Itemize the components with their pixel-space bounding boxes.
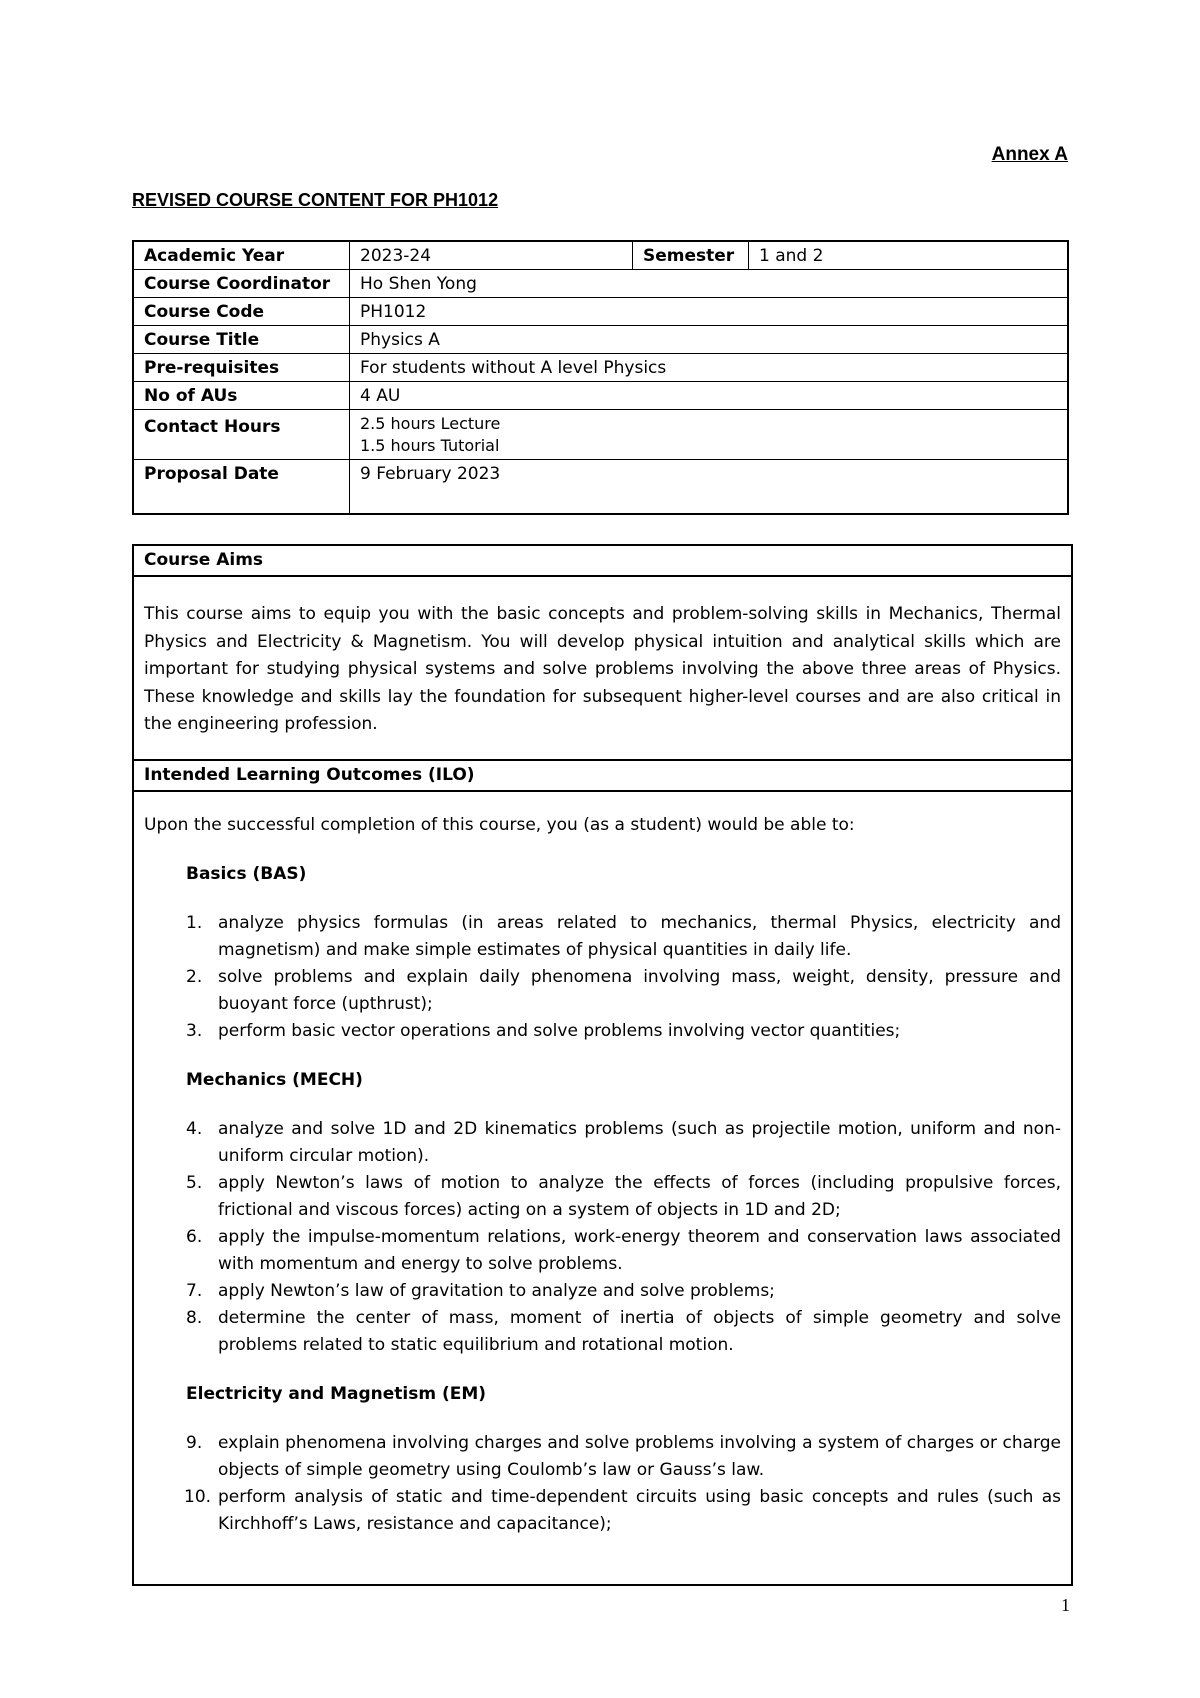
ilo-heading: Intended Learning Outcomes (ILO)	[134, 761, 1071, 792]
table-row	[133, 241, 1068, 270]
ilo-section-title: Mechanics (MECH)	[186, 1069, 363, 1090]
list-item	[144, 1116, 1061, 1170]
list-item	[144, 1278, 1061, 1305]
list-item	[144, 1018, 1061, 1045]
list-item	[144, 1430, 1061, 1484]
ilo-list	[144, 910, 1061, 1045]
item-number: 8.	[186, 1307, 203, 1328]
table-row	[133, 270, 1068, 298]
coordinator-label: Course Coordinator	[133, 270, 350, 298]
contact-hours-label: Contact Hours	[133, 410, 350, 460]
item-text: apply Newton’s law of gravitation to analyze and solve problems;	[218, 1280, 775, 1301]
annex-label: Annex A	[991, 144, 1068, 165]
table-row	[133, 460, 1068, 514]
item-text: solve problems and explain daily phenomena involving mass, weight, density, pressure and buoyant force (upthrust);	[218, 966, 1061, 1014]
ilo-section-title: Basics (BAS)	[186, 863, 307, 884]
item-text: analyze physics formulas (in areas related to mechanics, thermal Physics, electricity and magnetism) and make simple estimates of physical quantities in daily life.	[218, 912, 1061, 960]
item-number: 6.	[186, 1226, 203, 1247]
semester-label: Semester	[633, 241, 749, 270]
course-info-table	[132, 240, 1069, 515]
prerequisites-value: For students without A level Physics	[350, 354, 1069, 382]
item-number: 7.	[186, 1280, 203, 1301]
academic-year-value: 2023-24	[350, 241, 633, 270]
course-aims-paragraph: This course aims to equip you with the basic concepts and problem-solving skills in Mechanics, Thermal Physics and Electricity & Magnetism. You will develop physical intuition and analytical skills which are important for studying physical systems and solve problems involving the above three areas of Physics. These knowledge and skills lay the foundation for subsequent higher-level courses and are also critical in the engineering profession.	[144, 604, 1061, 734]
item-number: 1.	[186, 912, 203, 933]
item-text: perform basic vector operations and solve problems involving vector quantities;	[218, 1020, 901, 1041]
coordinator-value: Ho Shen Yong	[350, 270, 1069, 298]
item-number: 2.	[186, 966, 203, 987]
course-title-value: Physics A	[350, 326, 1069, 354]
item-number: 3.	[186, 1020, 203, 1041]
item-number: 5.	[186, 1172, 203, 1193]
list-item	[144, 964, 1061, 1018]
course-title-label: Course Title	[133, 326, 350, 354]
proposal-date-label: Proposal Date	[133, 460, 350, 514]
aus-value: 4 AU	[350, 382, 1069, 410]
table-row	[133, 298, 1068, 326]
item-number: 10.	[184, 1486, 212, 1507]
item-text: perform analysis of static and time-dependent circuits using basic concepts and rules (such as Kirchhoff’s Laws, resistance and capacitance);	[218, 1486, 1061, 1534]
item-number: 9.	[186, 1432, 203, 1453]
course-code-value: PH1012	[350, 298, 1069, 326]
contact-hours-lecture: 2.5 hours Lecture	[360, 414, 501, 433]
item-text: apply the impulse-momentum relations, work-energy theorem and conservation laws associated with momentum and energy to solve problems.	[218, 1226, 1061, 1274]
document-title: REVISED COURSE CONTENT FOR PH1012	[132, 190, 499, 210]
table-row	[133, 410, 1068, 460]
item-text: analyze and solve 1D and 2D kinematics problems (such as projectile motion, uniform and non-uniform circular motion).	[218, 1118, 1061, 1166]
table-row	[133, 354, 1068, 382]
list-item	[144, 1305, 1061, 1359]
list-item	[144, 910, 1061, 964]
list-item	[144, 1170, 1061, 1224]
ilo-content	[134, 792, 1071, 1538]
list-item	[144, 1224, 1061, 1278]
aus-label: No of AUs	[133, 382, 350, 410]
table-row	[133, 326, 1068, 354]
ilo-list	[144, 1430, 1061, 1538]
ilo-intro: Upon the successful completion of this course, you (as a student) would be able to:	[144, 814, 855, 835]
item-text: apply Newton’s laws of motion to analyze the effects of forces (including propulsive forces, frictional and viscous forces) acting on a system of objects in 1D and 2D;	[218, 1172, 1061, 1220]
item-number: 4.	[186, 1118, 203, 1139]
contact-hours-value	[350, 410, 1069, 460]
contact-hours-tutorial: 1.5 hours Tutorial	[360, 436, 500, 455]
proposal-date-value: 9 February 2023	[350, 460, 1069, 514]
semester-value: 1 and 2	[749, 241, 1069, 270]
course-code-label: Course Code	[133, 298, 350, 326]
item-text: determine the center of mass, moment of inertia of objects of simple geometry and solve problems related to static equilibrium and rotational motion.	[218, 1307, 1061, 1355]
ilo-list	[144, 1116, 1061, 1359]
item-text: explain phenomena involving charges and solve problems involving a system of charges or charge objects of simple geometry using Coulomb’s law or Gauss’s law.	[218, 1432, 1061, 1480]
course-details-box	[132, 544, 1073, 1586]
page-number: 1	[1061, 1595, 1070, 1615]
academic-year-label: Academic Year	[133, 241, 350, 270]
table-row	[133, 382, 1068, 410]
prerequisites-label: Pre-requisites	[133, 354, 350, 382]
list-item	[144, 1484, 1061, 1538]
course-aims-text	[134, 577, 1071, 761]
course-aims-heading: Course Aims	[134, 546, 1071, 577]
ilo-section-title: Electricity and Magnetism (EM)	[186, 1383, 487, 1404]
